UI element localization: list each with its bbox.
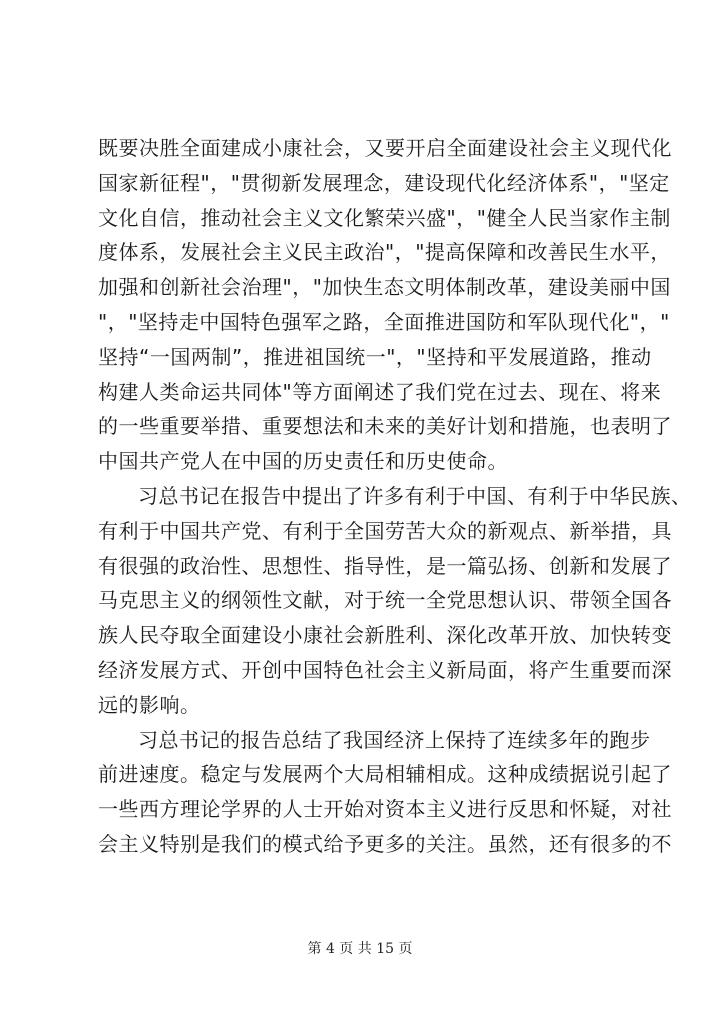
text-line: 前进速度。稳定与发展两个大局相辅相成。这种成绩据说引起了: [98, 762, 672, 787]
text-line: 既要决胜全面建成小康社会，又要开启全面建设社会主义现代化: [98, 136, 672, 160]
text-line: "，"坚持走中国特色强军之路，全面推进国防和军队现代化"，": [98, 309, 670, 334]
text-line: 的一些重要举措、重要想法和未来的美好计划和措施，也表明了: [98, 414, 672, 439]
text-line: 构建人类命运共同体"等方面阐述了我们党在过去、现在、将来: [98, 379, 662, 404]
text-line: 有利于中国共产党、有利于全国劳苦大众的新观点、新举措，具: [98, 518, 672, 543]
text-line: 远的影响。: [98, 692, 201, 717]
text-line-indented: 习总书记的报告总结了我国经济上保持了连续多年的跑步: [138, 727, 651, 752]
text-line: 族人民夺取全面建设小康社会新胜利、深化改革开放、加快转变: [98, 623, 672, 648]
text-line-indented: 习总书记在报告中提出了许多有利于中国、有利于中华民族、: [138, 483, 692, 508]
text-line: 一些西方理论学界的人士开始对资本主义进行反思和怀疑，对社: [98, 797, 672, 822]
text-line: 会主义特别是我们的模式给予更多的关注。虽然，还有很多的不: [98, 831, 672, 856]
body-text: [98, 131, 692, 862]
text-line: 加强和创新社会治理"，"加快生态文明体制改革，建设美丽中国: [98, 275, 671, 300]
page-number-footer: 第 4 页 共 15 页: [307, 941, 413, 957]
text-line: 度体系，发展社会主义民主政治"，"提高保障和改善民生水平，: [98, 240, 671, 265]
text-line: 文化自信，推动社会主义文化繁荣兴盛"，"健全人民当家作主制: [98, 205, 671, 230]
text-line: 中国共产党人在中国的历史责任和历史使命。: [98, 449, 508, 474]
text-line: 国家新征程"，"贯彻新发展理念，建设现代化经济体系"，"坚定: [98, 170, 670, 195]
text-line: 坚持“一国两制”，推进祖国统一"，"坚持和平发展道路，推动: [98, 344, 652, 369]
text-line: 有很强的政治性、思想性、指导性，是一篇弘扬、创新和发展了: [98, 553, 672, 578]
text-line: 马克思主义的纲领性文献，对于统一全党思想认识、带领全国各: [98, 588, 672, 613]
text-line: 经济发展方式、开创中国特色社会主义新局面，将产生重要而深: [98, 657, 672, 682]
